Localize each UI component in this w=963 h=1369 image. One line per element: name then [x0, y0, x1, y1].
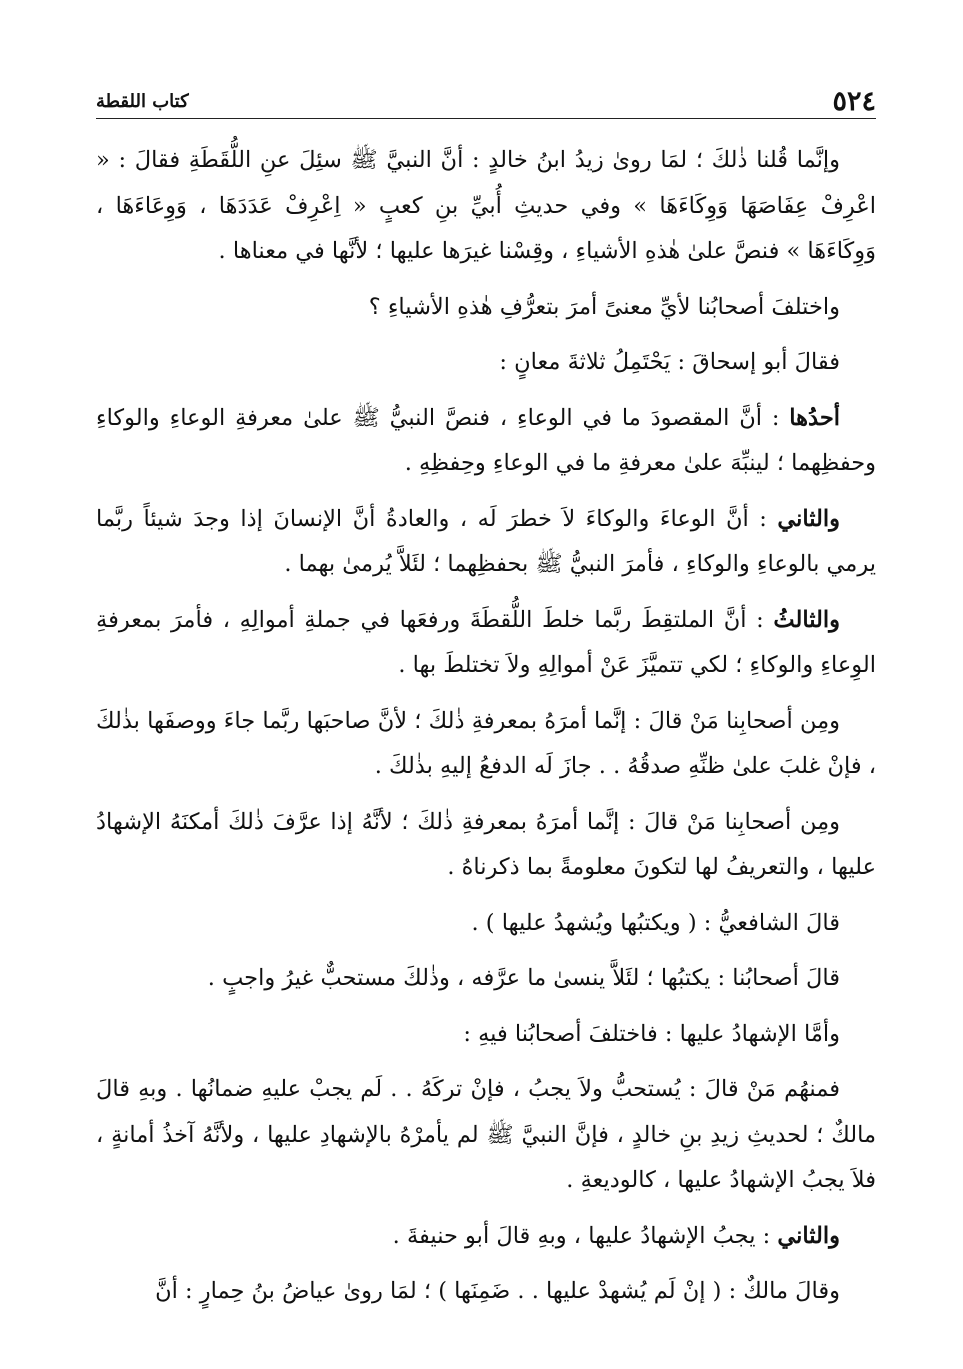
paragraph — [96, 699, 876, 790]
paragraph — [96, 497, 876, 588]
paragraph — [96, 285, 876, 331]
paragraph-text: ومِن أصحابِنا مَنْ قالَ : إنَّما أمرَهُ بمعرفةِ ذٰلكَ ؛ لأنَّهُ إذا عرَّفَ ذٰلكَ أمكنَهُ الإشهادُ عليها ، والتعريفُ لها لتكونَ معلومةً بما ذكرناهُ . — [96, 808, 876, 880]
paragraph — [96, 598, 876, 689]
running-title: كتاب اللقطة — [96, 91, 189, 112]
paragraph — [96, 340, 876, 386]
page-body — [96, 138, 876, 1325]
paragraph-text: : أنَّ الوعاءَ والوكاءَ لاَ خطرَ لَه ، والعادةُ أنَّ الإنسانَ إذا وجدَ شيئاً ربَّما يرمي بالوعاءِ والوكاءِ ، فأمرَ النبيُّ ﷺ بحفظِهما ؛ لئَلاَّ يُرمىٰ بهما . — [96, 505, 876, 577]
paragraph — [96, 800, 876, 891]
paragraph-text: : أنَّ الملتقِطَ ربَّما خلطَ اللُّقطَةَ ورفعَها في جملةِ أموالِهِ ، فأمرَ بمعرفةِ الوِعاءِ والوكاءِ ؛ لكي تتميَّزَ عَنْ أموالِهِ ولاَ تختلطَ بها . — [96, 606, 876, 678]
paragraph-text: : أنَّ المقصودَ ما في الوعاءِ ، فنصَّ النبيُّ ﷺ علىٰ معرفةِ الوعاءِ والوكاءِ وحفظِهما ؛ لينبِّهَ علىٰ معرفةِ ما في الوعاءِ وحِفظِهِ . — [96, 404, 876, 476]
paragraph-text: فمنهُم مَنْ قالَ : يُستحبُّ ولاَ يجبُ ، فإنْ تركَهُ . . لَم يجبْ عليهِ ضمانُها . وبهِ قالَ مالكٌ ؛ لحديثِ زيدِ بنِ خالدٍ ، فإنَّ النبيَّ ﷺ لم يأمرْهُ بالإشهادِ عليها ، ولأنَّهُ آخذُ أمانةٍ ، فلاَ يجبُ الإشهادُ عليها ، كالوديعةِ . — [96, 1076, 876, 1193]
paragraph-text: وأمَّا الإشهادُ عليها : فاختلفَ أصحابُنا فيهِ : — [463, 1020, 840, 1047]
paragraph — [96, 1012, 876, 1058]
paragraph-text: ومِن أصحابِنا مَنْ قالَ : إنَّما أمرَهُ بمعرفةِ ذٰلكَ ؛ لأنَّ صاحبَها ربَّما جاءَ ووصفَها بذٰلكَ ، فإنْ غلبَ علىٰ ظنِّهِ صدقُهُ . . جازَ لَه الدفعُ إليهِ بذٰلكَ . — [96, 707, 876, 779]
paragraph — [96, 138, 876, 275]
paragraph — [96, 1067, 876, 1204]
page-header — [96, 86, 876, 119]
paragraph — [96, 1269, 876, 1315]
paragraph — [96, 901, 876, 947]
paragraph-text: قالَ الشافعيُّ : ( ويكتبُها ويُشهدُ عليها ) . — [471, 909, 840, 936]
page-number: ٥٢٤ — [832, 86, 876, 117]
paragraph-text: وقالَ مالكٌ : ( إنْ لَم يُشهدْ عليها . . ضَمِنَها ) ؛ لمَا روىٰ عياضُ بنُ حِمارٍ : أنَّ — [155, 1278, 840, 1304]
paragraph — [96, 956, 876, 1002]
paragraph-lead: والثالثُ — [773, 606, 840, 633]
paragraph-text: : يجبُ الإشهادُ عليها ، وبهِ قالَ أبو حنيفةَ . — [392, 1222, 778, 1249]
paragraph-lead: والثاني — [777, 1222, 840, 1249]
paragraph-lead: والثاني — [777, 505, 840, 532]
paragraph-text: وإنَّما قُلنا ذٰلكَ ؛ لمَا روىٰ زيدُ ابنُ خالدٍ : أنَّ النبيَّ ﷺ سئِلَ عنِ اللُّقَطَةِ فقالَ : « اعْرِفْ عِفَاصَهَا وَوِكَاءَهَا » وفي حديثِ أُبيِّ بنِ كعبٍ « اِعْرِفْ عَدَدَهَا ، وَوِعَاءَهَا ، وَوِكَاءَهَا » فنصَّ علىٰ هٰذهِ الأشياءِ ، وقِسْنا غيرَها عليها ؛ لأنَّها في معناها . — [96, 147, 876, 264]
paragraph — [96, 396, 876, 487]
paragraph-text: فقالَ أبو إسحاقَ : يَحْتَمِلُ ثلاثةَ معانٍ : — [499, 349, 840, 375]
paragraph-lead: أحدُها — [789, 404, 840, 431]
paragraph-text: واختلفَ أصحابُنا لأيِّ معنىً أمرَ بتعرُّفِ هٰذهِ الأشياءِ ؟ — [368, 293, 840, 320]
paragraph — [96, 1214, 876, 1260]
paragraph-text: قالَ أصحابُنا : يكتبُها ؛ لئَلاَّ ينسىٰ ما عرَّفه ، وذٰلكَ مستحبٌّ غيرُ واجبٍ . — [207, 965, 840, 991]
